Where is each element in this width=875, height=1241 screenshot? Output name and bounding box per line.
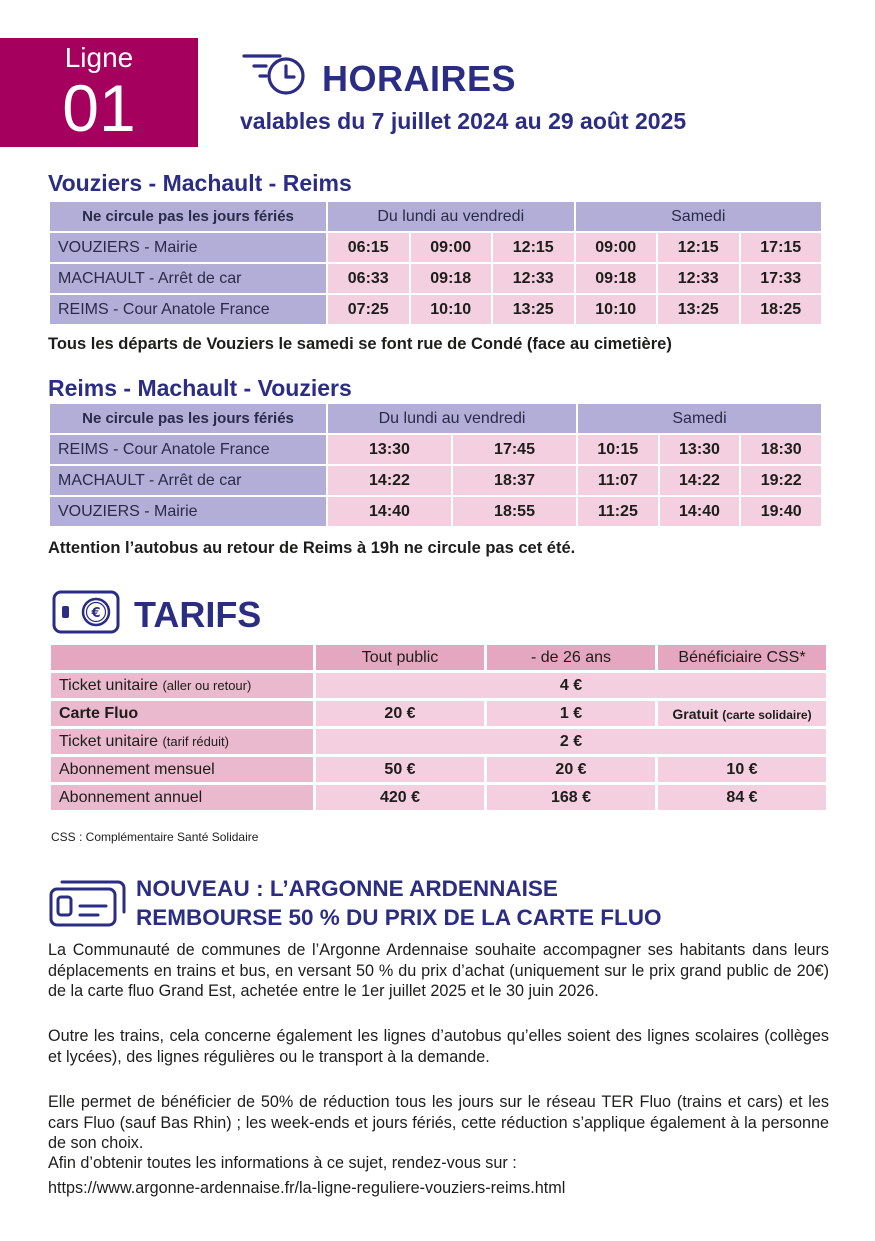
- departure-time: 18:25: [741, 295, 822, 324]
- departure-time: 18:30: [741, 435, 821, 464]
- departure-time: 06:15: [328, 233, 409, 262]
- info-link[interactable]: https://www.argonne-ardennaise.fr/la-ligne-reguliere-vouziers-reims.html: [48, 1179, 566, 1197]
- departure-time: 06:33: [328, 264, 409, 293]
- card-icon: [48, 878, 128, 928]
- stop-name: MACHAULT - Arrêt de car: [50, 264, 326, 293]
- table-row: [51, 785, 826, 810]
- departure-time: 11:07: [578, 466, 658, 495]
- stop-name: VOUZIERS - Mairie: [50, 497, 326, 526]
- tarif-price: 1 €: [487, 701, 655, 726]
- departure-time: 09:18: [411, 264, 492, 293]
- stop-name: REIMS - Cour Anatole France: [50, 295, 326, 324]
- departure-time: 14:40: [328, 497, 451, 526]
- tarif-price: 2 €: [316, 729, 826, 754]
- tarif-label-text: Ticket unitaire: [59, 732, 158, 750]
- css-footnote: CSS : Complémentaire Santé Solidaire: [51, 830, 259, 844]
- departure-time: 10:10: [576, 295, 657, 324]
- ligne-number: 01: [62, 71, 136, 145]
- table-row: [50, 435, 821, 464]
- outbound-title: Vouziers - Machault - Reims: [48, 170, 352, 196]
- tarif-price: 20 €: [487, 757, 655, 782]
- saturday-header: Samedi: [578, 404, 821, 433]
- table-row: [51, 701, 826, 726]
- paragraph: La Communauté de communes de l’Argonne Ardennaise souhaite accompagner ses habitants dans leurs déplacements en trains et bus, en versant 50 % du prix d’achat (uniquement sur le prix grand public de 20€) de la carte fluo Grand Est, achetée entre le 1er juillet 2025 et le 30 juin 2026.: [48, 941, 829, 1000]
- ligne-label: Ligne: [64, 42, 134, 73]
- table-row: [50, 497, 821, 526]
- weekday-header: Du lundi au vendredi: [328, 404, 576, 433]
- tarif-label: [51, 673, 313, 698]
- tarif-price: [658, 701, 826, 726]
- departure-time: 13:30: [660, 435, 740, 464]
- tarif-label: Abonnement annuel: [51, 785, 313, 810]
- departure-time: 09:00: [576, 233, 657, 262]
- departure-time: 17:15: [741, 233, 822, 262]
- departure-time: 14:22: [660, 466, 740, 495]
- tarifs-table: [48, 642, 829, 813]
- outbound-footnote: Tous les départs de Vouziers le samedi se font rue de Condé (face au cimetière): [48, 335, 672, 353]
- departure-time: 12:33: [658, 264, 739, 293]
- tarif-label-note: (aller ou retour): [162, 677, 252, 693]
- nouveau-title-line1: : L’ARGONNE ARDENNAISE: [249, 876, 558, 901]
- stop-name: VOUZIERS - Mairie: [50, 233, 326, 262]
- table-row: [50, 233, 821, 262]
- inbound-title: Reims - Machault - Vouziers: [48, 375, 352, 401]
- departure-time: 13:25: [493, 295, 574, 324]
- paragraph: Outre les trains, cela concerne également les lignes d’autobus qu’elles soient des lignes scolaires (collèges et lycées), des lignes régulières ou le transport à la demande.: [48, 1027, 829, 1066]
- tarif-price: 168 €: [487, 785, 655, 810]
- outbound-timetable: [48, 200, 823, 326]
- departure-time: 07:25: [328, 295, 409, 324]
- svg-text:€: €: [91, 606, 101, 621]
- table-row: [50, 466, 821, 495]
- table-row: [50, 295, 821, 324]
- departure-time: 10:10: [411, 295, 492, 324]
- table-row: [51, 729, 826, 754]
- tarif-price: 84 €: [658, 785, 826, 810]
- validity-dates: valables du 7 juillet 2024 au 29 août 2025: [240, 108, 687, 134]
- inbound-footnote: Attention l’autobus au retour de Reims à 19h ne circule pas cet été.: [48, 539, 576, 557]
- tarif-label-text: Ticket unitaire: [59, 676, 158, 694]
- departure-time: 10:15: [578, 435, 658, 464]
- tarif-price: 20 €: [316, 701, 484, 726]
- tarif-label: Abonnement mensuel: [51, 757, 313, 782]
- departure-time: 12:15: [493, 233, 574, 262]
- nouveau-keyword: NOUVEAU: [136, 876, 250, 901]
- tarif-label: Carte Fluo: [51, 701, 313, 726]
- departure-time: 09:00: [411, 233, 492, 262]
- info-line: Afin d’obtenir toutes les informations à ce sujet, rendez-vous sur :: [48, 1154, 517, 1172]
- departure-time: 09:18: [576, 264, 657, 293]
- nouveau-title-line2: REMBOURSE 50 % DU PRIX DE LA CARTE FLUO: [136, 905, 662, 930]
- departure-time: 17:33: [741, 264, 822, 293]
- tarif-label-note: (tarif réduit): [162, 733, 229, 749]
- tarif-label: [51, 729, 313, 754]
- table-row: [50, 264, 821, 293]
- tarifs-title: TARIFS: [134, 594, 262, 635]
- column-header: Tout public: [316, 645, 484, 670]
- departure-time: 19:22: [741, 466, 821, 495]
- tarif-price: 420 €: [316, 785, 484, 810]
- tarif-price: 50 €: [316, 757, 484, 782]
- stop-name: MACHAULT - Arrêt de car: [50, 466, 326, 495]
- departure-time: 11:25: [578, 497, 658, 526]
- table-row: [51, 757, 826, 782]
- departure-time: 17:45: [453, 435, 576, 464]
- paragraph: Elle permet de bénéficier de 50% de réduction tous les jours sur le réseau TER Fluo (trains et cars) et les cars Fluo (sauf Bas Rhin) ; les week-ends et jours fériés, cette réduction s’applique également à la personne de son choix.: [48, 1093, 829, 1152]
- holiday-note-header: Ne circule pas les jours fériés: [50, 404, 326, 433]
- clock-icon: [240, 50, 312, 98]
- horaires-title: HORAIRES: [322, 58, 517, 99]
- departure-time: 13:30: [328, 435, 451, 464]
- stop-name: REIMS - Cour Anatole France: [50, 435, 326, 464]
- weekday-header: Du lundi au vendredi: [328, 202, 574, 231]
- ligne-badge: [0, 38, 198, 147]
- departure-time: 18:37: [453, 466, 576, 495]
- departure-time: 13:25: [658, 295, 739, 324]
- column-header: - de 26 ans: [487, 645, 655, 670]
- inbound-timetable: [48, 402, 823, 528]
- departure-time: 14:40: [660, 497, 740, 526]
- tarifs-corner: [51, 645, 313, 670]
- tarif-price: 4 €: [316, 673, 826, 698]
- table-row: [51, 673, 826, 698]
- euro-card-icon: [52, 590, 122, 634]
- nouveau-title: [136, 874, 661, 932]
- column-header: Bénéficiaire CSS*: [658, 645, 826, 670]
- departure-time: 14:22: [328, 466, 451, 495]
- departure-time: 18:55: [453, 497, 576, 526]
- departure-time: 19:40: [741, 497, 821, 526]
- holiday-note-header: Ne circule pas les jours fériés: [50, 202, 326, 231]
- departure-time: 12:15: [658, 233, 739, 262]
- saturday-header: Samedi: [576, 202, 822, 231]
- tarif-price-note: (carte solidaire): [722, 707, 812, 722]
- tarif-price: 10 €: [658, 757, 826, 782]
- tarif-price-text: Gratuit: [672, 705, 719, 722]
- departure-time: 12:33: [493, 264, 574, 293]
